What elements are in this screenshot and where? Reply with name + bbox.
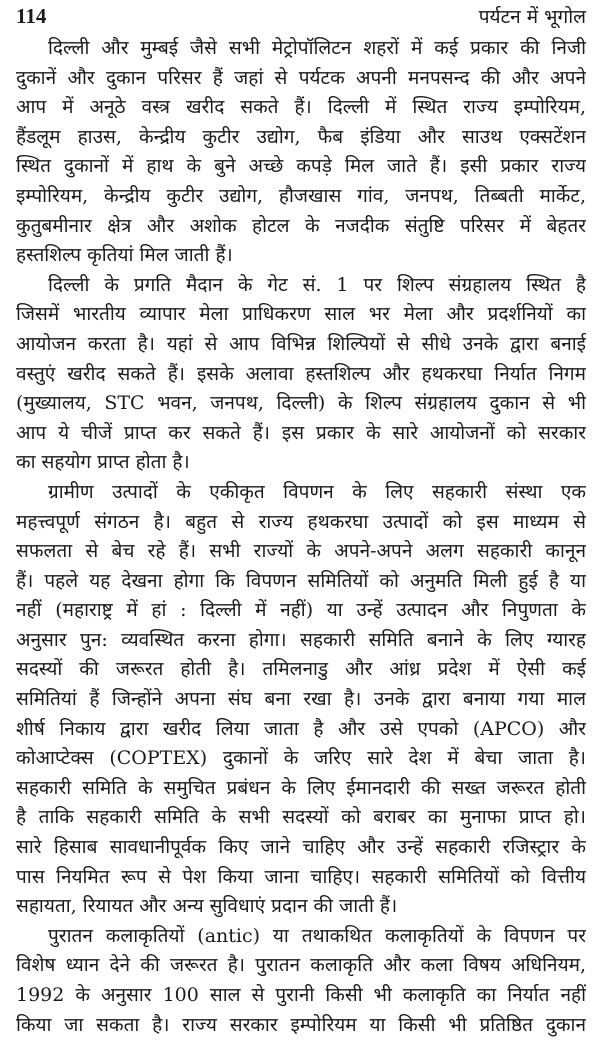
text-line: आप में अनूठे वस्त्र खरीद सकते हैं। दिल्ली में स्थित राज्य इम्पोरियम, bbox=[16, 96, 586, 119]
text-line: इम्पोरियम, केन्द्रीय कुटीर उद्योग, हौजखास गांव, जनपथ, तिब्बती मार्केट, bbox=[16, 184, 586, 207]
text-line: वस्तुएं खरीद सकते हैं। इसके अलावा हस्तशिल्प और हथकरघा निर्यात निगम bbox=[16, 362, 586, 385]
text-line: सफलता से बेच रहे हैं। सभी राज्यों के अपने-अपने अलग सहकारी कानून bbox=[16, 540, 586, 563]
paragraph bbox=[16, 478, 586, 922]
text-line: शीर्ष निकाय द्वारा खरीद लिया जाता है और उसे एपको (APCO) और bbox=[16, 717, 586, 740]
page-number: 114 bbox=[16, 3, 47, 28]
text-line: हस्तशिल्प कृतियां मिल जाती हैं। bbox=[16, 244, 233, 267]
paragraph bbox=[16, 34, 586, 271]
page-body bbox=[16, 34, 586, 1040]
text-line: आयोजन करता है। यहां से आप विभिन्न शिल्पियों से सीधे उनके द्वारा बनाई bbox=[16, 332, 586, 355]
text-line: दिल्ली और मुम्बई जैसे सभी मेट्रोपॉलिटन शहरों में कई प्रकार की निजी bbox=[48, 37, 586, 59]
paragraph bbox=[16, 271, 586, 478]
text-line: अनुसार पुन: व्यवस्थित करना होगा। सहकारी समिति बनाने के लिए ग्यारह bbox=[16, 628, 586, 651]
text-line: नहीं (महाराष्ट्र में हां : दिल्ली में नहीं) या उन्हें उत्पादन और निपुणता के bbox=[16, 599, 586, 622]
text-line: सारे हिसाब सावधानीपूर्वक किए जाने चाहिए और उन्हें सहकारी रजिस्ट्रार के bbox=[16, 836, 586, 859]
text-line: हैंडलूम हाउस, केन्द्रीय कुटीर उद्योग, फैब इंडिया और साउथ एक्सटेंशन bbox=[16, 125, 586, 148]
text-line: पास नियमित रूप से पेश किया जाना चाहिए। सहकारी समितियों को वित्तीय bbox=[16, 865, 586, 888]
text-line: (मुख्यालय, STC भवन, जनपथ, दिल्ली) के शिल्प संग्रहालय दुकान से भी bbox=[16, 392, 586, 415]
text-line: पुरातन कलाकृतियों (antic) या तथाकथित कलाकृतियों के विपणन पर bbox=[48, 924, 586, 947]
text-line: दिल्ली के प्रगति मैदान के गेट सं. 1 पर शिल्प संग्रहालय स्थित है bbox=[48, 273, 586, 296]
text-line: ग्रामीण उत्पादों के एकीकृत विपणन के लिए सहकारी संस्था एक bbox=[48, 480, 586, 503]
text-line: विशेष ध्यान देने की जरूरत है। पुरातन कलाकृति और कला विषय अधिनियम, bbox=[16, 954, 586, 977]
text-line: सहायता, रियायत और अन्य सुविधाएं प्रदान की जाती हैं। bbox=[16, 895, 398, 918]
text-line: है ताकि सहकारी समिति के सभी सदस्यों को बराबर का मुनाफा प्राप्त हो। bbox=[16, 806, 586, 829]
page-header bbox=[16, 2, 586, 30]
text-line: हैं। पहले यह देखना होगा कि विपणन समितियों को अनुमति मिली हुई है या bbox=[16, 569, 586, 592]
text-line: 1992 के अनुसार 100 साल से पुरानी किसी भी कलाकृति का निर्यात नहीं bbox=[16, 984, 586, 1006]
text-line: किया जा सकता है। राज्य सरकार इम्पोरियम या किसी भी प्रतिष्ठित दुकान bbox=[16, 1013, 586, 1036]
running-title: पर्यटन में भूगोल bbox=[478, 6, 586, 28]
text-line: कोआप्टेक्स (COPTEX) दुकानों के जरिए सारे देश में बेचा जाता है। bbox=[16, 747, 586, 770]
text-line: समितियां हैं जिन्होंने अपना संघ बना रखा है। उनके द्वारा बनाया गया माल bbox=[16, 688, 586, 711]
text-line: कुतुबमीनार क्षेत्र और अशोक होटल के नजदीक संतुष्टि परिसर में बेहतर bbox=[16, 214, 586, 237]
text-line: आप ये चीजें प्राप्त कर सकते हैं। इस प्रकार के सारे आयोजनों को सरकार bbox=[16, 421, 586, 444]
text-line: का सहयोग प्राप्त होता है। bbox=[16, 451, 190, 474]
text-line: महत्त्वपूर्ण संगठन है। बहुत से राज्य हथकरघा उत्पादों को इस माध्यम से bbox=[16, 510, 586, 533]
paragraph bbox=[16, 922, 586, 1040]
text-line: सहकारी समिति के समुचित प्रबंधन के लिए ईमानदारी की सख्त जरूरत होती bbox=[16, 776, 586, 799]
text-line: सदस्यों की जरूरत होती है। तमिलनाडु और आंध्र प्रदेश में ऐसी कई bbox=[16, 658, 586, 681]
text-line: दुकानें और दुकान परिसर हैं जहां से पर्यटक अपनी मनपसन्द की और अपने bbox=[16, 66, 586, 89]
text-line: स्थित दुकानों में हाथ के बुने अच्छे कपड़े मिल जाते हैं। इसी प्रकार राज्य bbox=[16, 155, 586, 178]
text-line: जिसमें भारतीय व्यापार मेला प्राधिकरण साल भर मेला और प्रदर्शनियों का bbox=[16, 303, 586, 326]
